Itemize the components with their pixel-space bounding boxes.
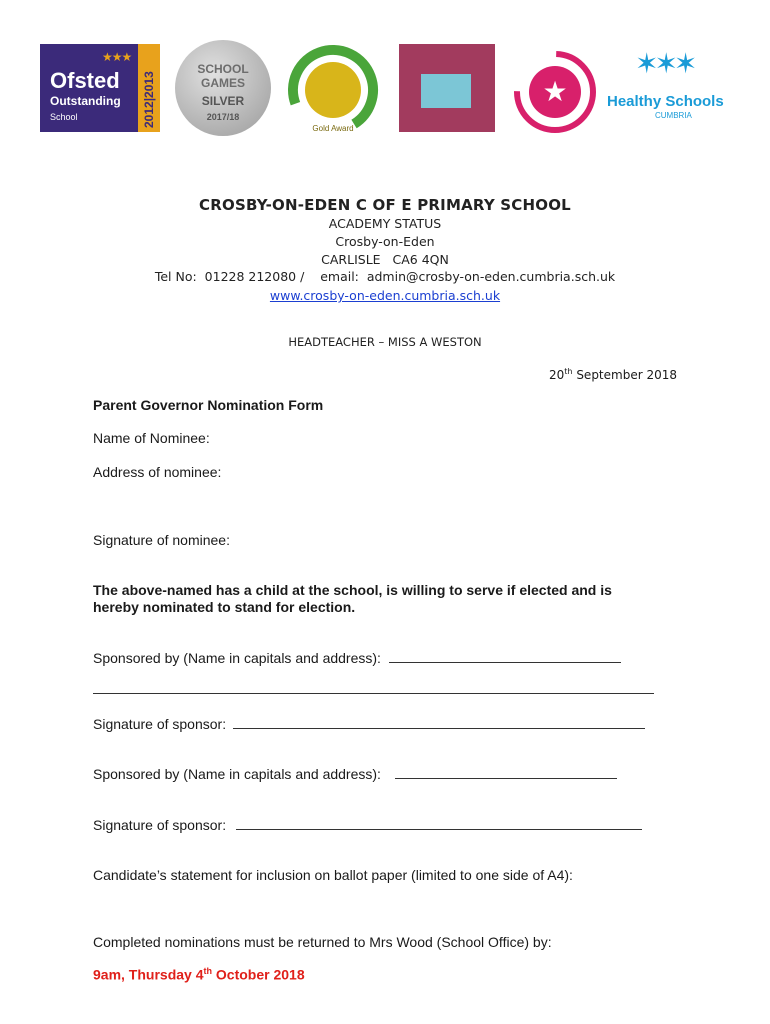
- contact-line: Tel No: 01228 212080 / email: admin@crosby-on-eden.cumbria.sch.uk: [154, 269, 616, 284]
- sponsor1-address-field[interactable]: [93, 693, 654, 694]
- nominee-signature-label: Signature of nominee:: [93, 532, 230, 548]
- healthy-schools-region: CUMBRIA: [655, 111, 692, 120]
- stars-icon: ★★★: [102, 50, 132, 64]
- ofsted-years-band: 2012|2013: [138, 44, 160, 132]
- sponsor1-signature-row: [93, 716, 645, 732]
- school-crest-logo: [399, 44, 495, 132]
- healthy-schools-logo: [605, 45, 740, 125]
- headteacher-line: HEADTEACHER – MISS A WESTON: [288, 335, 482, 349]
- candidate-statement-label: Candidate’s statement for inclusion on ballot paper (limited to one side of A4):: [93, 867, 573, 883]
- nominee-name-label: Name of Nominee:: [93, 430, 210, 446]
- green-tree-school-logo: [285, 40, 381, 136]
- sponsor2-name-field[interactable]: [395, 766, 617, 779]
- sponsor1-signature-field[interactable]: [233, 716, 645, 729]
- sponsor1-signature-label: Signature of sponsor:: [93, 716, 227, 732]
- sponsor2-signature-label: Signature of sponsor:: [93, 817, 227, 833]
- ofsted-brand: Ofsted: [50, 68, 120, 93]
- school-games-title: SCHOOL GAMES: [197, 62, 249, 90]
- green-tree-award: Gold Award: [312, 124, 354, 133]
- activemark-logo: [505, 44, 605, 136]
- sponsor1-row: [93, 650, 621, 666]
- ofsted-grade: Outstanding: [50, 94, 121, 108]
- letter-date: 20th September 2018: [549, 367, 677, 382]
- healthy-schools-name: Healthy Schools: [607, 93, 724, 110]
- ofsted-type: School: [50, 112, 78, 122]
- school-games-level: SILVER: [201, 94, 245, 108]
- nominee-address-label: Address of nominee:: [93, 464, 222, 480]
- activemark-star-icon: ★: [529, 66, 581, 118]
- sponsor2-signature-field[interactable]: [236, 817, 642, 830]
- school-games-logo: [175, 40, 271, 136]
- sponsor1-name-field[interactable]: [389, 650, 621, 663]
- declaration-line-2: hereby nominated to stand for election.: [93, 599, 356, 615]
- academy-status: ACADEMY STATUS: [328, 216, 442, 231]
- sponsor2-signature-row: [93, 817, 642, 833]
- return-instruction: Completed nominations must be returned to Mrs Wood (School Office) by:: [93, 934, 552, 950]
- sponsor1-label: Sponsored by (Name in capitals and address):: [93, 650, 381, 666]
- deadline: 9am, Thursday 4th October 2018: [93, 966, 305, 983]
- ofsted-logo: [40, 44, 160, 132]
- sponsor2-row: [93, 766, 617, 782]
- school-games-year: 2017/18: [206, 112, 240, 122]
- declaration-line-1: The above-named has a child at the school, is willing to serve if elected and is: [93, 582, 612, 598]
- school-name: CROSBY-ON-EDEN C OF E PRIMARY SCHOOL: [199, 196, 571, 214]
- woodland-tree-icon: [305, 62, 361, 118]
- school-website-link[interactable]: www.crosby-on-eden.cumbria.sch.uk: [269, 288, 501, 303]
- school-building-icon: [421, 74, 471, 108]
- sponsor2-label: Sponsored by (Name in capitals and address):: [93, 766, 381, 782]
- form-title: Parent Governor Nomination Form: [93, 397, 324, 413]
- address-town: CARLISLE CA6 4QN: [321, 252, 449, 267]
- people-figures-icon: ✶✶✶: [635, 48, 694, 79]
- address-village: Crosby-on-Eden: [335, 234, 435, 249]
